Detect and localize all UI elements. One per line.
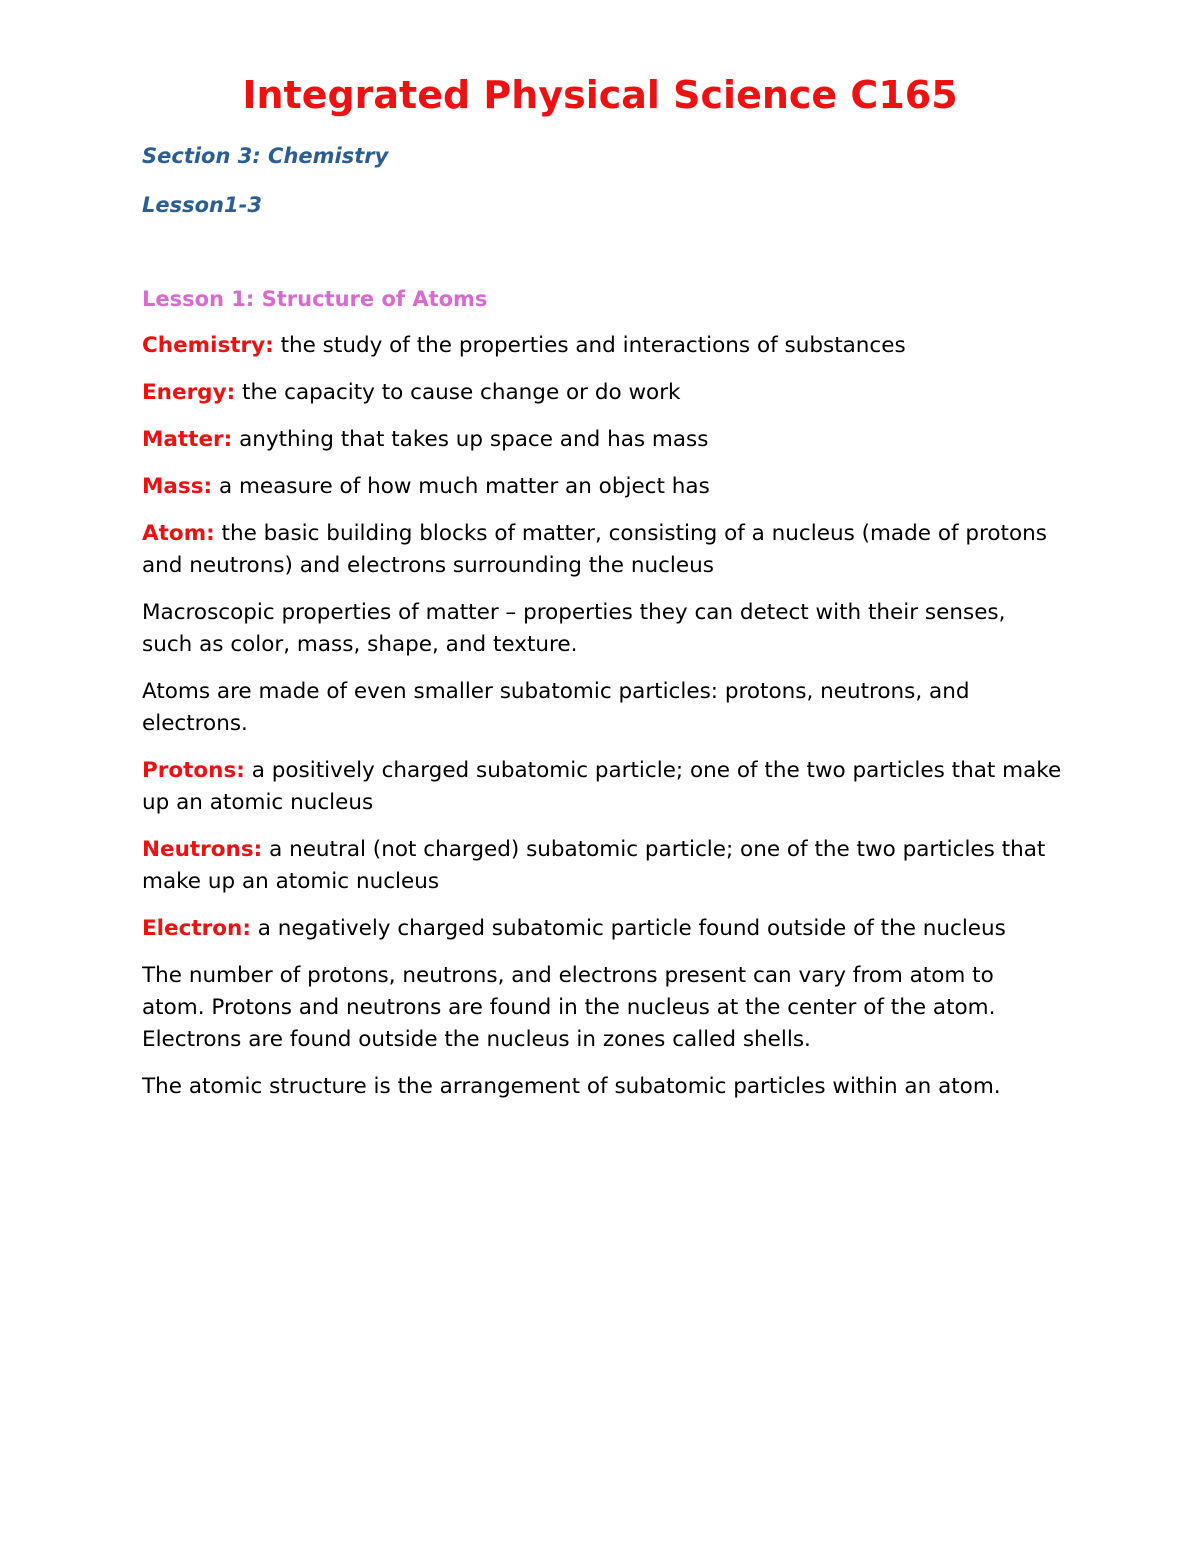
definition-term: Matter: [142, 427, 233, 452]
definition-energy [142, 377, 1062, 409]
definition-text: the basic building blocks of matter, consisting of a nucleus (made of protons and neutrons) and electrons surrounding the nucleus [142, 521, 1047, 578]
lesson-heading: Lesson 1: Structure of Atoms [142, 287, 488, 311]
document-title: Integrated Physical Science C165 [242, 73, 958, 117]
definition-term: Mass: [142, 474, 213, 499]
lesson-range-subtitle: Lesson1-3 [142, 193, 262, 217]
definition-atom [142, 518, 1062, 582]
definition-matter [142, 424, 1062, 456]
definition-term: Protons: [142, 758, 245, 783]
definition-text: a measure of how much matter an object has [212, 474, 710, 499]
section-subtitle: Section 3: Chemistry [142, 144, 389, 168]
definition-protons [142, 755, 1062, 819]
definition-term: Neutrons: [142, 837, 263, 862]
definition-text: the capacity to cause change or do work [235, 380, 681, 405]
definition-electron [142, 913, 1062, 945]
definition-neutrons [142, 834, 1062, 898]
definition-term: Electron: [142, 916, 251, 941]
definition-text: the study of the properties and interactions of substances [273, 333, 906, 358]
paragraph-subatomic-particles: Atoms are made of even smaller subatomic particles: protons, neutrons, and electrons. [142, 679, 970, 736]
definition-text: a neutral (not charged) subatomic particle; one of the two particles that make up an atomic nucleus [142, 837, 1046, 894]
definition-chemistry [142, 330, 1062, 362]
paragraph-particle-variation: The number of protons, neutrons, and electrons present can vary from atom to atom. Protons and neutrons are found in the nucleus at the center of the atom. Electrons are found outside the nucleus in zones called shells. [142, 963, 996, 1052]
definition-term: Chemistry: [142, 333, 274, 358]
paragraph-macroscopic-properties: Macroscopic properties of matter – properties they can detect with their senses, such as color, mass, shape, and texture. [142, 600, 1006, 657]
definition-text: a positively charged subatomic particle; one of the two particles that make up an atomic nucleus [142, 758, 1062, 815]
document-body [142, 330, 1062, 1118]
definition-text: anything that takes up space and has mass [232, 427, 709, 452]
definition-mass [142, 471, 1062, 503]
definition-term: Energy: [142, 380, 236, 405]
definition-term: Atom: [142, 521, 215, 546]
definition-text: a negatively charged subatomic particle found outside of the nucleus [250, 916, 1006, 941]
paragraph-atomic-structure: The atomic structure is the arrangement of subatomic particles within an atom. [142, 1074, 1001, 1099]
